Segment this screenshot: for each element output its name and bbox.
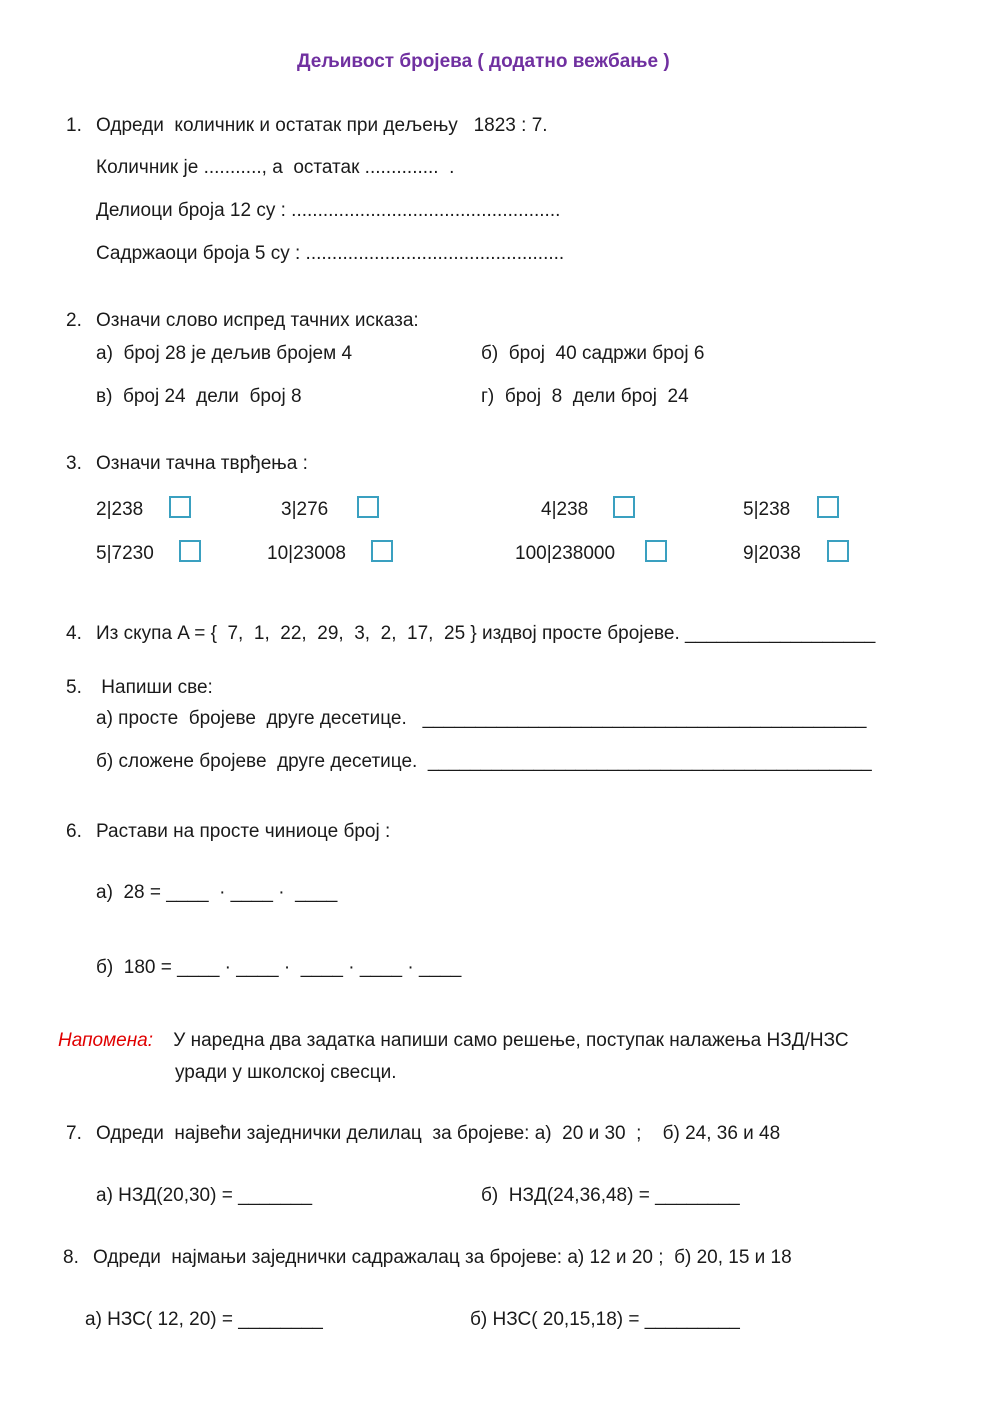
statement-checkbox[interactable] <box>371 540 393 562</box>
statement-checkbox[interactable] <box>613 496 635 518</box>
task-6-part-b[interactable]: б) 180 = ____ · ____ · ____ · ____ · ____ <box>96 957 462 978</box>
task-7-answer-b[interactable]: б) НЗД(24,36,48) = ________ <box>481 1185 740 1206</box>
task-1-number: 1. <box>66 115 82 136</box>
statement-label: 4|238 <box>541 499 589 520</box>
statement-label: 9|2038 <box>743 543 801 564</box>
task-8-number: 8. <box>63 1247 79 1268</box>
statement-checkbox[interactable] <box>357 496 379 518</box>
note-text-2: уради у школској свесци. <box>175 1062 397 1083</box>
task-3-number: 3. <box>66 453 82 474</box>
task-2-option-b[interactable]: б) број 40 садржи број 6 <box>481 343 705 364</box>
statement-checkbox[interactable] <box>827 540 849 562</box>
page-title: Дељивост бројева ( додатно вежбање ) <box>297 51 670 72</box>
task-6-number: 6. <box>66 821 82 842</box>
statement-label: 2|238 <box>96 499 144 520</box>
statement-checkbox[interactable] <box>645 540 667 562</box>
task-7-number: 7. <box>66 1123 82 1144</box>
statement-label: 5|7230 <box>96 543 154 564</box>
statement-label: 100|238000 <box>515 543 616 564</box>
task-1-quotient-line: Количник је ..........., а остатак .............. . <box>96 157 455 178</box>
task-2-number: 2. <box>66 310 82 331</box>
task-5-part-a[interactable]: а) просте бројеве друге десетице. __________________________________________ <box>96 708 867 729</box>
task-5-number: 5. <box>66 677 82 698</box>
task-2-option-v[interactable]: в) број 24 дели број 8 <box>96 386 302 407</box>
task-7-text: Одреди највећи заједнички делилац за бројеве: а) 20 и 30 ; б) 24, 36 и 48 <box>96 1123 781 1144</box>
task-8-answer-b[interactable]: б) НЗС( 20,15,18) = _________ <box>470 1309 740 1330</box>
statement-label: 10|23008 <box>267 543 346 564</box>
task-1-multiples-line: Садржаоци броја 5 су : ................................................. <box>96 243 565 264</box>
task-7-answer-a[interactable]: а) НЗД(20,30) = _______ <box>96 1185 313 1206</box>
task-5-text: Напиши све: <box>96 677 213 698</box>
task-3-text: Означи тачна тврђења : <box>96 453 308 474</box>
note-label: Напомена: <box>58 1030 153 1051</box>
task-1-text: Одреди количник и остатак при дељењу 1823 : 7. <box>96 115 548 136</box>
task-6-part-a[interactable]: а) 28 = ____ · ____ · ____ <box>96 882 338 903</box>
task-2-option-a[interactable]: а) број 28 је дељив бројем 4 <box>96 343 353 364</box>
task-2-text: Означи слово испред тачних исказа: <box>96 310 419 331</box>
task-8-answer-a[interactable]: а) НЗС( 12, 20) = ________ <box>85 1309 323 1330</box>
statement-checkbox[interactable] <box>179 540 201 562</box>
task-4-number: 4. <box>66 623 82 644</box>
task-1-divisors-line: Делиоци броја 12 су : ................................................... <box>96 200 561 221</box>
statement-checkbox[interactable] <box>817 496 839 518</box>
task-8-text: Одреди најмањи заједнички садражалац за бројеве: а) 12 и 20 ; б) 20, 15 и 18 <box>93 1247 792 1268</box>
statement-label: 3|276 <box>281 499 329 520</box>
task-2-option-g[interactable]: г) број 8 дели број 24 <box>481 386 689 407</box>
task-4-text[interactable]: Из скупа A = { 7, 1, 22, 29, 3, 2, 17, 25 } издвој просте бројеве. __________________ <box>96 623 876 644</box>
statement-checkbox[interactable] <box>169 496 191 518</box>
statement-label: 5|238 <box>743 499 791 520</box>
note-text-1: У наредна два задатка напиши само решење, поступак налажења НЗД/НЗС <box>168 1030 849 1051</box>
task-5-part-b[interactable]: б) сложене бројеве друге десетице. __________________________________________ <box>96 751 872 772</box>
task-6-text: Растави на просте чиниоце број : <box>96 821 391 842</box>
